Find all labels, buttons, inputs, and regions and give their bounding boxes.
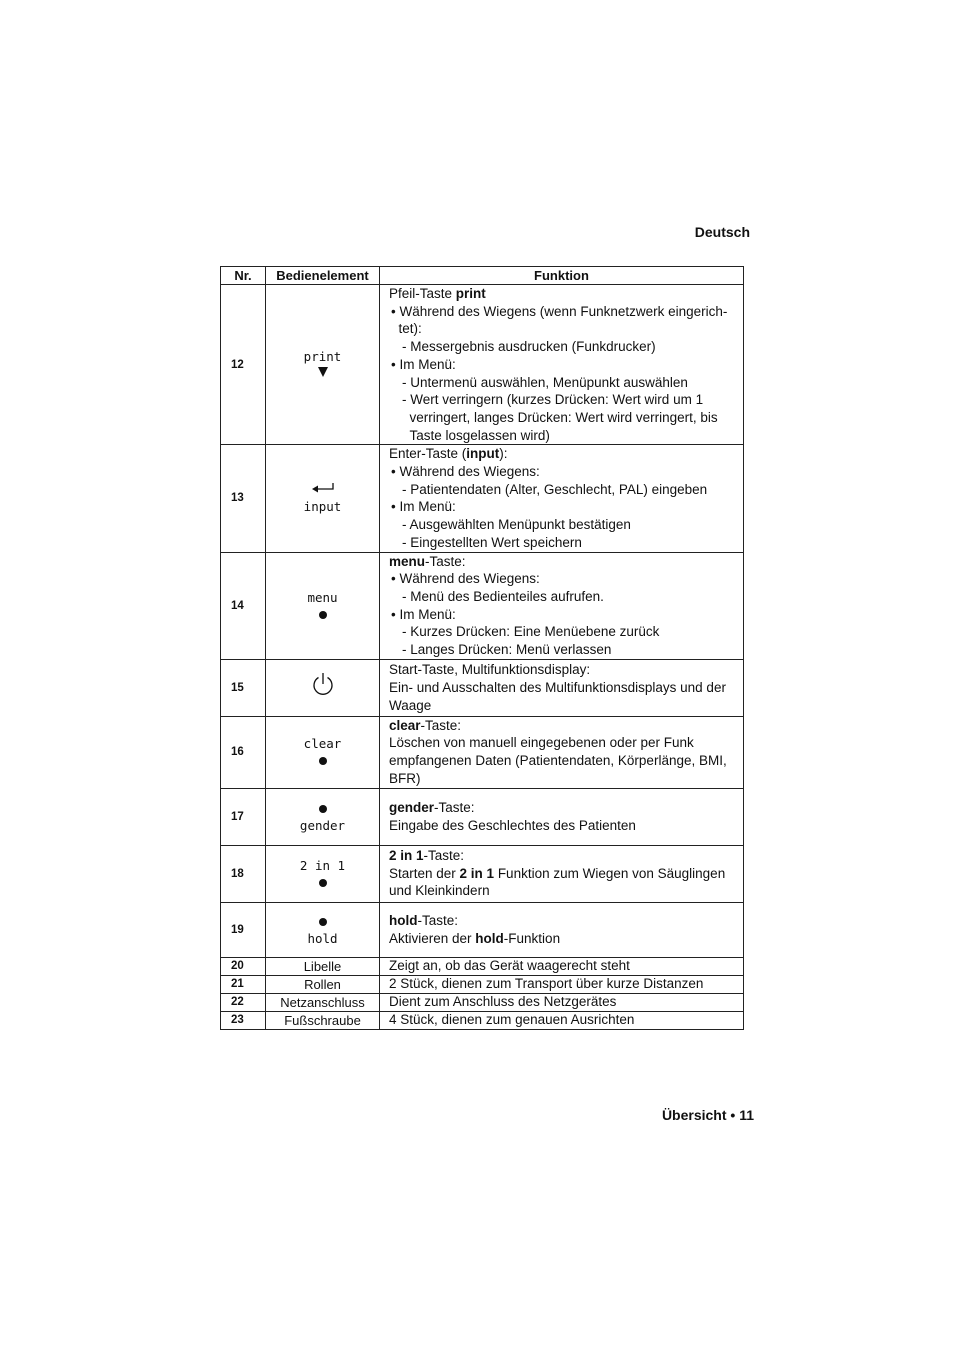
element-label: 2 in 1 [299, 857, 346, 873]
control-element: Libelle [266, 957, 380, 975]
column-header-nr: Nr. [221, 267, 266, 285]
function-description [380, 716, 744, 788]
list-item: • Im Menü: [391, 356, 456, 372]
row-number: 21 [221, 975, 266, 993]
table-row [221, 552, 744, 659]
element-label: print [303, 348, 342, 364]
function-title: Enter-Taste (input): [389, 446, 508, 462]
text-line: empfangenen Daten (Patientendaten, Körperlänge, BMI, [389, 753, 727, 769]
function-description [380, 659, 744, 716]
language-label: Deutsch [694, 224, 750, 240]
list-item: • Während des Wiegens: [391, 464, 540, 480]
function-title: menu-Taste: [389, 553, 466, 569]
table-row [221, 788, 744, 845]
list-item: • Im Menü: [391, 606, 456, 622]
text-line: Starten der 2 in 1 Funktion zum Wiegen von Säuglingen [389, 865, 726, 881]
element-label: input [303, 499, 342, 515]
row-number: 13 [221, 445, 266, 552]
function-title: 2 in 1-Taste: [389, 848, 465, 864]
dot-icon [266, 606, 379, 623]
element-label: clear [303, 736, 342, 752]
list-item: - Wert verringern (kurzes Drücken: Wert wird um 1 [402, 392, 704, 408]
row-number: 16 [221, 716, 266, 788]
row-number: 12 [221, 285, 266, 445]
table-row [221, 445, 744, 552]
row-number: 15 [221, 659, 266, 716]
function-title: hold-Taste: [389, 912, 459, 928]
text-line: Eingabe des Geschlechtes des Patienten [389, 817, 636, 833]
list-item: - Ausgewählten Menüpunkt bestätigen [402, 517, 631, 533]
list-item: Taste losgelassen wird) [409, 427, 550, 443]
function-description [380, 845, 744, 902]
function-title: clear-Taste: [389, 717, 462, 733]
function-description [380, 788, 744, 845]
element-label: gender [299, 817, 346, 833]
row-number: 18 [221, 845, 266, 902]
function-title: Start-Taste, Multifunktionsdisplay: [389, 662, 591, 678]
list-item: - Untermenü auswählen, Menüpunkt auswählen [402, 374, 688, 390]
column-header-function: Funktion [380, 267, 744, 285]
table-header-row [221, 267, 744, 285]
function-title: gender-Taste: [389, 799, 475, 815]
row-number: 23 [221, 1011, 266, 1029]
control-element [266, 716, 380, 788]
function-description: 2 Stück, dienen zum Transport über kurze Distanzen [380, 975, 744, 993]
function-description: Dient zum Anschluss des Netzgerätes [380, 993, 744, 1011]
table-row [221, 957, 744, 975]
function-description [380, 552, 744, 659]
list-item: - Eingestellten Wert speichern [402, 534, 582, 550]
table-row [221, 285, 744, 445]
function-description [380, 285, 744, 445]
control-element: Netzanschluss [266, 993, 380, 1011]
row-number: 14 [221, 552, 266, 659]
element-label: menu [307, 589, 338, 605]
control-element [266, 659, 380, 716]
dot-icon [266, 800, 379, 817]
arrow-down-icon [266, 365, 379, 382]
table-row [221, 716, 744, 788]
table-body [221, 285, 744, 1030]
control-element [266, 552, 380, 659]
list-item: - Langes Drücken: Menü verlassen [402, 642, 612, 658]
enter-icon [266, 481, 379, 498]
text-line: Aktivieren der hold-Funktion [389, 930, 561, 946]
control-element: Fußschraube [266, 1011, 380, 1029]
table-row [221, 902, 744, 957]
list-item: - Patientendaten (Alter, Geschlecht, PAL) eingeben [402, 481, 708, 497]
list-item: • Während des Wiegens (wenn Funknetzwerk eingerich- [391, 303, 728, 319]
list-item: - Kurzes Drücken: Eine Menüebene zurück [402, 624, 660, 640]
control-element [266, 845, 380, 902]
column-header-element: Bedienelement [266, 267, 380, 285]
text-line: und Kleinkindern [389, 883, 490, 899]
power-icon [266, 671, 379, 705]
function-description [380, 445, 744, 552]
dot-icon [266, 874, 379, 891]
dot-icon [266, 913, 379, 930]
function-description: Zeigt an, ob das Gerät waagerecht steht [380, 957, 744, 975]
table-row [221, 845, 744, 902]
table-row [221, 1011, 744, 1029]
list-item: • Im Menü: [391, 499, 456, 515]
control-element [266, 902, 380, 957]
text-line: Waage [389, 697, 432, 713]
control-element [266, 285, 380, 445]
table-row [221, 993, 744, 1011]
table-row [221, 975, 744, 993]
dot-icon [266, 752, 379, 769]
list-item: - Messergebnis ausdrucken (Funkdrucker) [402, 339, 656, 355]
page-footer: Übersicht • 11 [661, 1107, 754, 1123]
table-row [221, 659, 744, 716]
list-item: verringert, langes Drücken: Wert wird verringert, bis [409, 409, 718, 425]
control-element: Rollen [266, 975, 380, 993]
list-item: tet): [398, 321, 422, 337]
row-number: 22 [221, 993, 266, 1011]
list-item: • Während des Wiegens: [391, 571, 540, 587]
function-description [380, 902, 744, 957]
control-element [266, 788, 380, 845]
text-line: Löschen von manuell eingegebenen oder per Funk [389, 735, 694, 751]
row-number: 19 [221, 902, 266, 957]
control-element [266, 445, 380, 552]
text-line: Ein- und Ausschalten des Multifunktionsdisplays und der [389, 679, 726, 695]
function-description: 4 Stück, dienen zum genauen Ausrichten [380, 1011, 744, 1029]
element-label: hold [307, 930, 338, 946]
row-number: 20 [221, 957, 266, 975]
function-title: Pfeil-Taste print [389, 286, 486, 301]
text-line: BFR) [389, 770, 421, 786]
row-number: 17 [221, 788, 266, 845]
list-item: - Menü des Bedienteiles aufrufen. [402, 588, 604, 604]
controls-table [220, 266, 744, 1030]
